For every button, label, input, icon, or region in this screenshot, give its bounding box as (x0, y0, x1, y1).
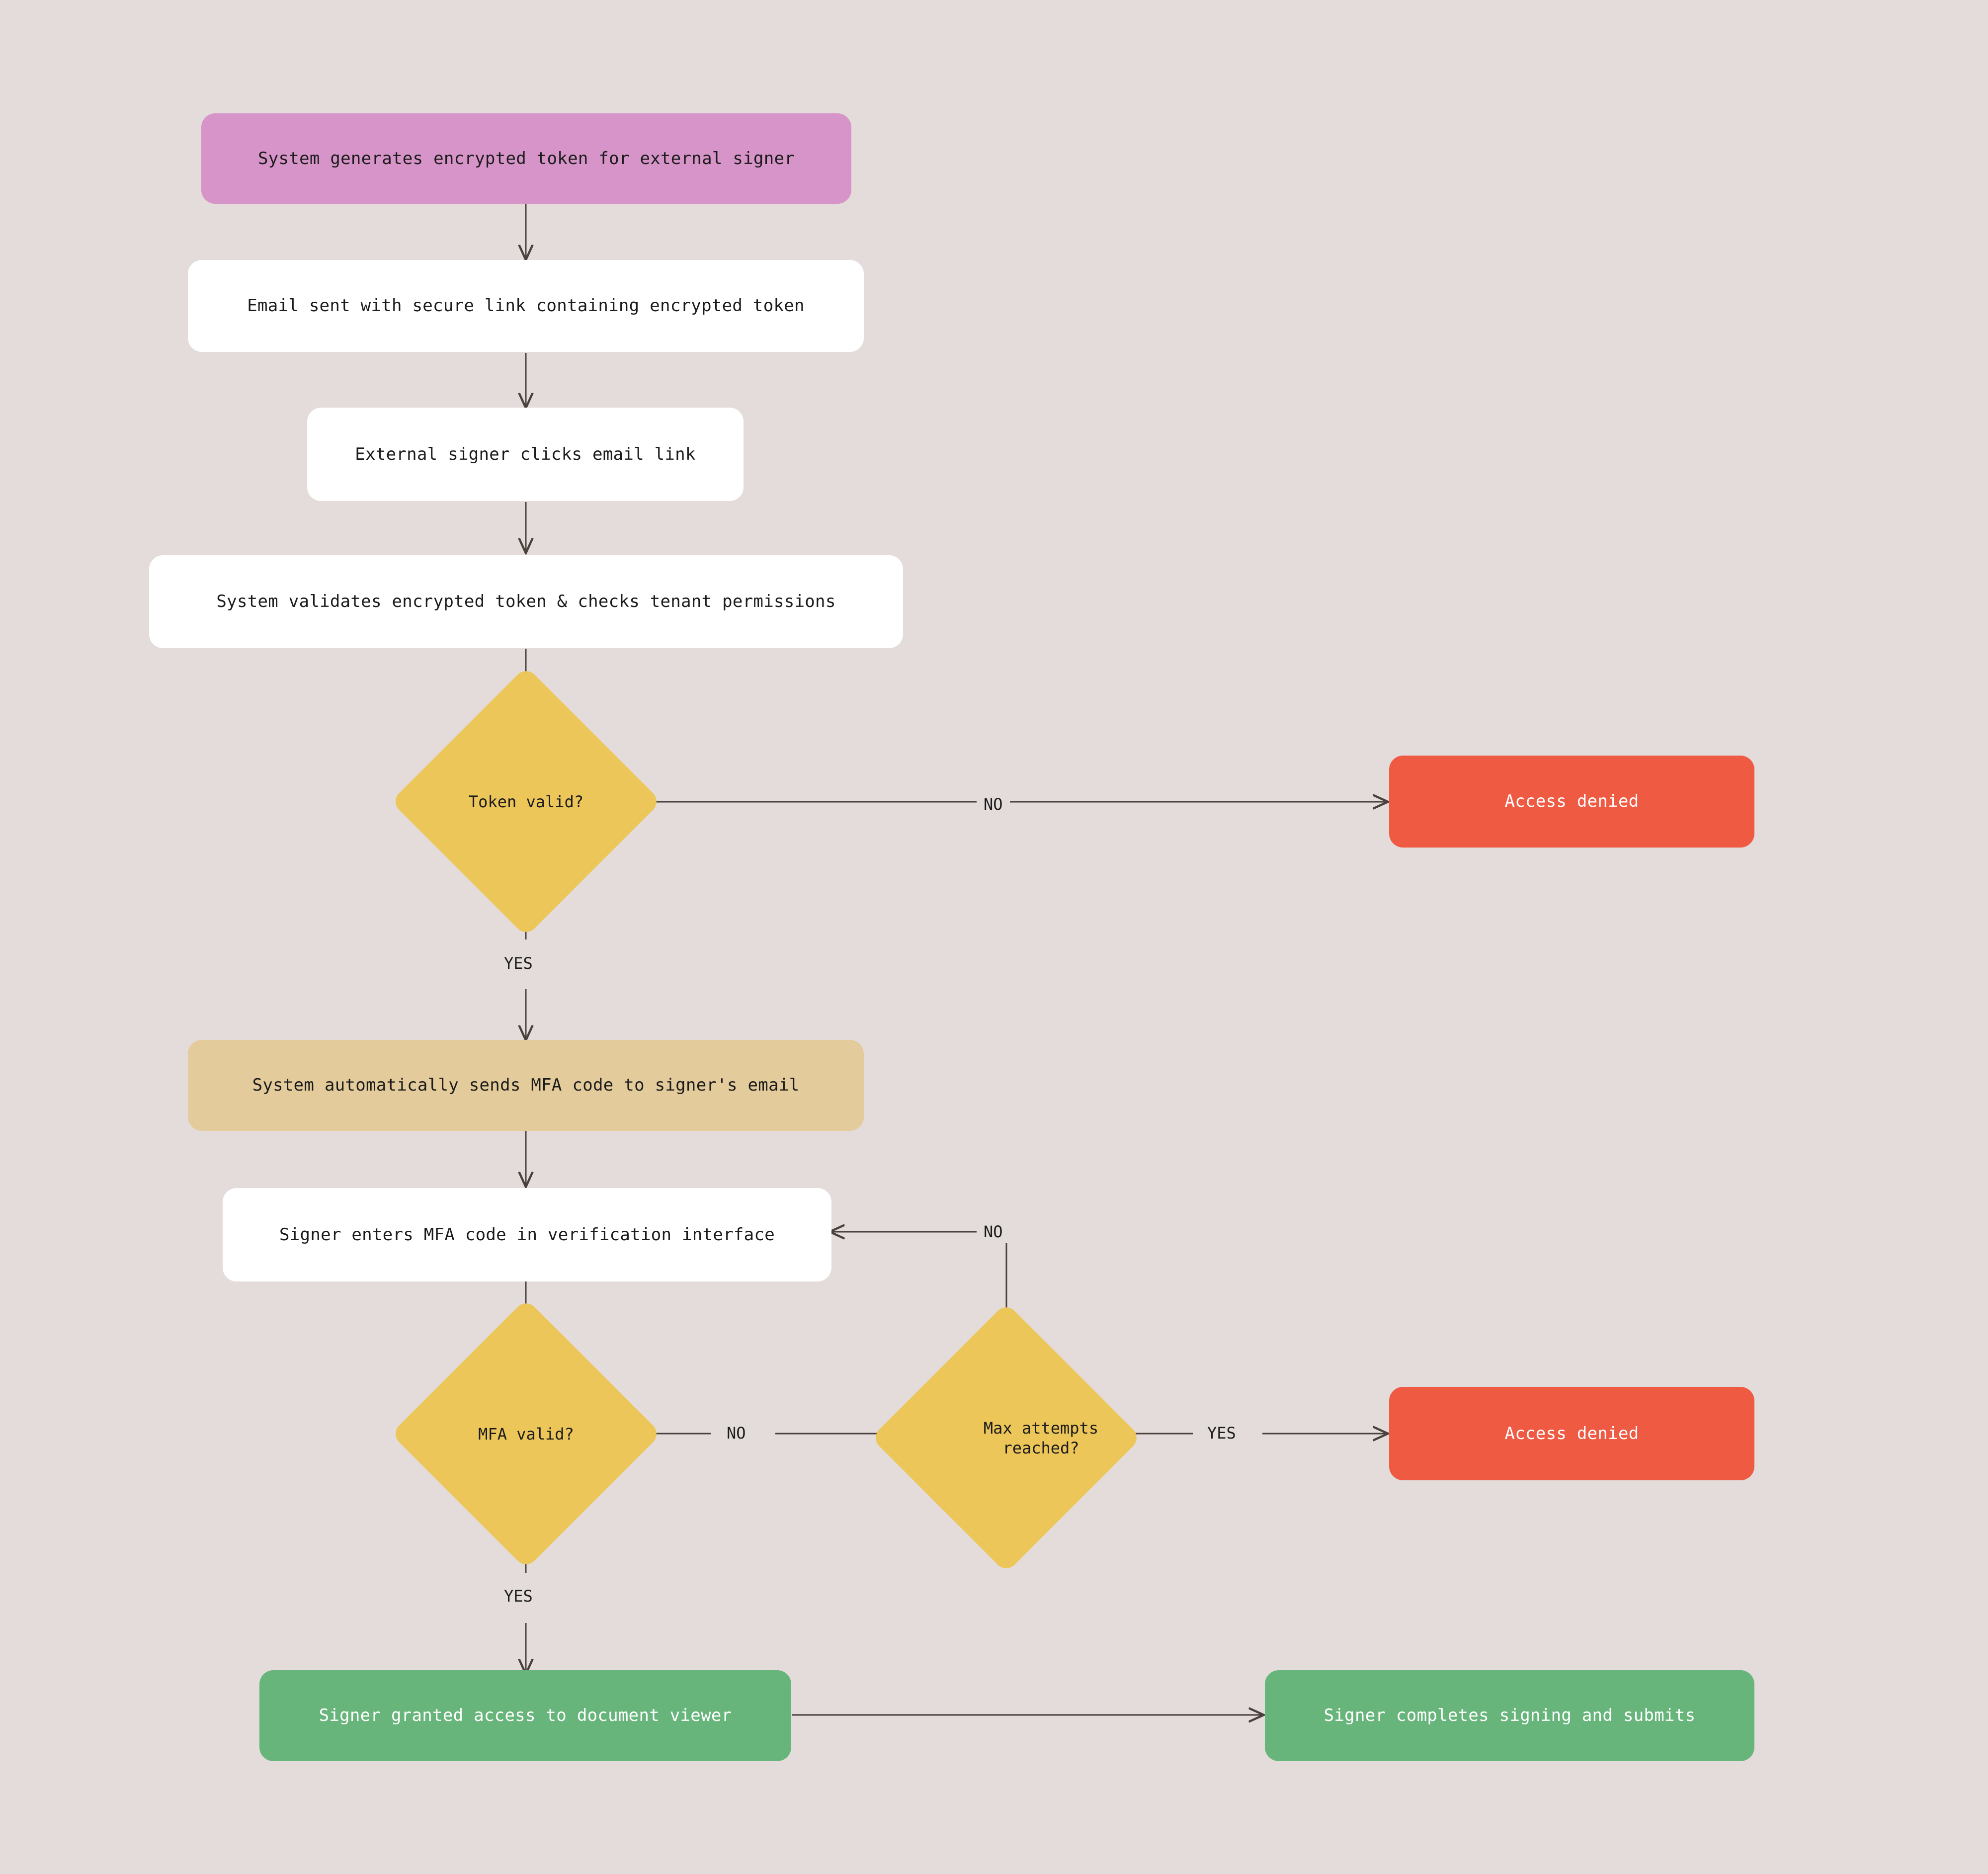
node-label: System validates encrypted token & checks tenant permissions (216, 592, 836, 612)
node-validate-token[interactable] (149, 555, 903, 648)
node-label: System automatically sends MFA code to signer's email (252, 1075, 800, 1096)
edge-label-mfa-yes: YES (497, 1585, 540, 1608)
edge-label-max-no: NO (977, 1220, 1010, 1243)
node-signing-complete[interactable] (1265, 1670, 1754, 1761)
node-label: Token valid? (468, 792, 584, 811)
node-label: Signer granted access to document viewer (319, 1705, 732, 1726)
node-label: MFA valid? (478, 1424, 574, 1444)
node-label: Signer completes signing and submits (1324, 1705, 1696, 1726)
decision-max-attempts[interactable] (911, 1342, 1102, 1533)
node-email-sent[interactable] (188, 260, 864, 352)
node-label: External signer clicks email link (355, 444, 696, 464)
node-send-mfa-code[interactable] (188, 1040, 864, 1131)
node-label: Signer enters MFA code in verification interface (279, 1224, 775, 1245)
edge-label-mfa-no: NO (720, 1422, 753, 1445)
node-label: Access denied (1504, 791, 1639, 812)
node-access-denied-token[interactable] (1389, 756, 1754, 848)
node-label: Email sent with secure link containing encrypted token (247, 296, 805, 316)
node-access-granted[interactable] (259, 1670, 791, 1761)
node-signer-clicks-link[interactable] (307, 408, 744, 501)
node-label: Access denied (1504, 1423, 1639, 1444)
node-label: Max attempts reached? (983, 1418, 1099, 1457)
node-access-denied-mfa[interactable] (1389, 1387, 1754, 1480)
edge-label-token-yes: YES (497, 952, 540, 975)
node-label: System generates encrypted token for external signer (257, 148, 795, 169)
decision-mfa-valid[interactable] (430, 1338, 622, 1530)
node-enter-mfa-code[interactable] (223, 1188, 831, 1281)
decision-token-valid[interactable] (430, 706, 622, 897)
edge-label-max-yes: YES (1200, 1422, 1243, 1445)
edge-label-token-no: NO (977, 793, 1010, 816)
node-generate-token[interactable] (201, 113, 851, 204)
